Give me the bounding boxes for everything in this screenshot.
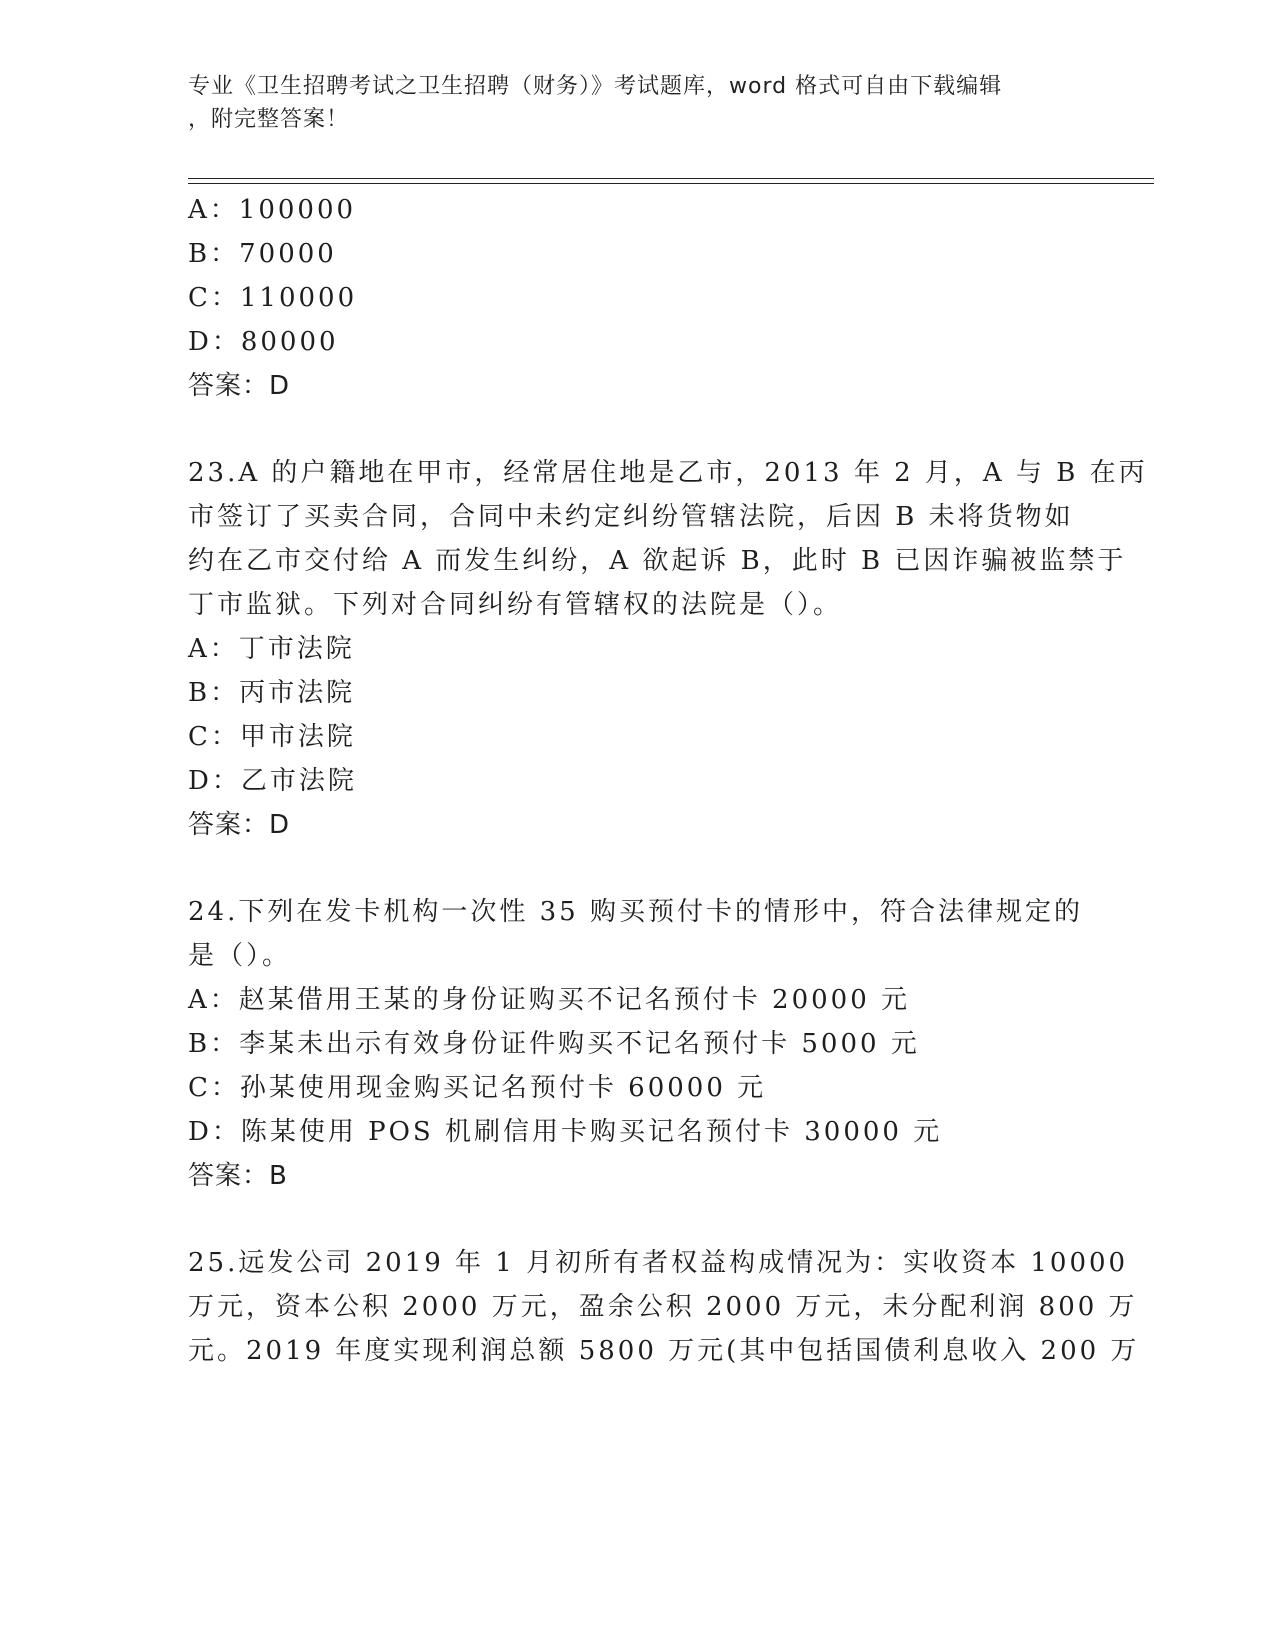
q23-stem-line-2: 市签订了买卖合同，合同中未约定纠纷管辖法院，后因 B 未将货物如 (188, 502, 1074, 532)
q23-option-b: B：丙市法院 (188, 678, 356, 708)
q22-option-a: A：100000 (188, 195, 357, 225)
q25-stem-line-1: 25.远发公司 2019 年 1 月初所有者权益构成情况为：实收资本 10000 (188, 1248, 1129, 1278)
q25-stem-line-3: 元。2019 年度实现利润总额 5800 万元(其中包括国债利息收入 200 万 (188, 1336, 1140, 1366)
q24-stem-line-2: 是（）。 (188, 941, 292, 971)
q23-answer: 答案：D (188, 810, 291, 840)
q24-option-d: D：陈某使用 POS 机刷信用卡购买记名预付卡 30000 元 (188, 1117, 943, 1147)
header-divider-top (188, 178, 1154, 179)
q23-stem-line-4: 丁市监狱。下列对合同纠纷有管辖权的法院是（）。 (188, 590, 843, 620)
q22-answer: 答案：D (188, 371, 291, 401)
q23-stem-line-1: 23.A 的户籍地在甲市，经常居住地是乙市，2013 年 2 月，A 与 B 在丙 (188, 458, 1148, 488)
q23-option-d: D：乙市法院 (188, 766, 357, 796)
q23-option-a: A：丁市法院 (188, 634, 355, 664)
q24-option-c: C：孙某使用现金购买记名预付卡 60000 元 (188, 1073, 767, 1103)
q22-option-d: D：80000 (188, 327, 339, 357)
q24-option-b: B：李某未出示有效身份证件购买不记名预付卡 5000 元 (188, 1029, 920, 1059)
page-header (188, 70, 1078, 136)
q24-stem-line-1: 24.下列在发卡机构一次性 35 购买预付卡的情形中，符合法律规定的 (188, 897, 1083, 927)
header-line-2: ，附完整答案！ (188, 107, 350, 132)
header-line-1: 专业《卫生招聘考试之卫生招聘（财务）》考试题库，word 格式可自由下载编辑 (188, 74, 1003, 99)
q24-answer: 答案：B (188, 1161, 288, 1191)
q22-option-c: C：110000 (188, 283, 358, 313)
q22-option-b: B：70000 (188, 239, 337, 269)
header-divider-bottom (188, 183, 1154, 184)
q23-stem-line-3: 约在乙市交付给 A 而发生纠纷，A 欲起诉 B，此时 B 已因诈骗被监禁于 (188, 546, 1127, 576)
q25-stem-line-2: 万元，资本公积 2000 万元，盈余公积 2000 万元，未分配利润 800 万 (188, 1292, 1138, 1322)
q24-option-a: A：赵某借用王某的身份证购买不记名预付卡 20000 元 (188, 985, 911, 1015)
q23-option-c: C：甲市法院 (188, 722, 356, 752)
